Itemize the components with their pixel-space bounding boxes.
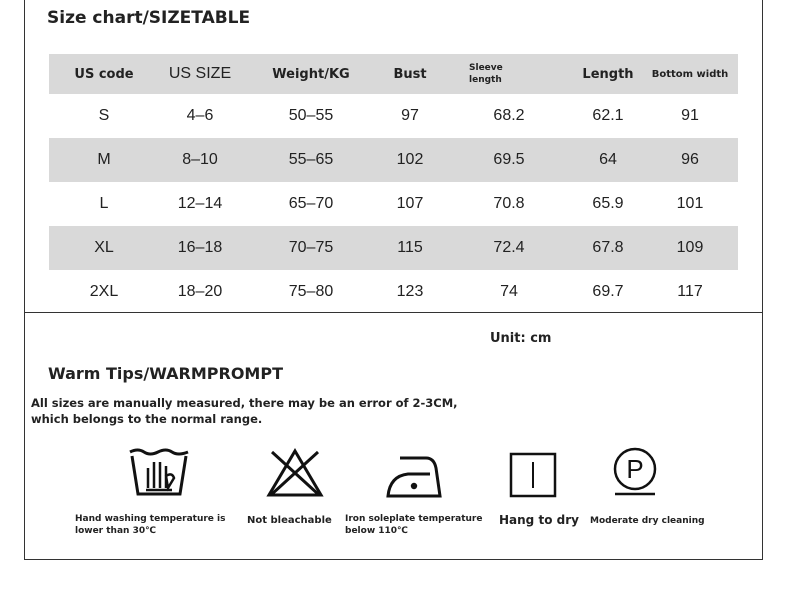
cell-bust: 102: [396, 151, 424, 168]
table-row: [49, 270, 738, 314]
cell-us-code: S: [98, 107, 110, 124]
cell-bust: 97: [401, 107, 419, 124]
page-title: Size chart/SIZETABLE: [47, 8, 251, 28]
cell-us-code: 2XL: [89, 283, 119, 300]
header-us-code: US code: [74, 66, 134, 82]
cell-us-size: 4–6: [186, 107, 214, 124]
cell-sleeve: 68.2: [493, 107, 525, 124]
iron-icon: [386, 454, 442, 500]
cell-sleeve: 69.5: [493, 151, 525, 168]
cell-us-code: XL: [94, 239, 114, 256]
cell-bust: 123: [396, 283, 424, 300]
cell-weight: 50–55: [288, 107, 334, 124]
hand-wash-line-1: Hand washing temperature is: [75, 514, 226, 524]
cell-sleeve: 70.8: [493, 195, 525, 212]
cell-length: 67.8: [592, 239, 624, 256]
tips-line-2: which belongs to the normal range.: [31, 412, 263, 426]
not-bleachable-icon: [266, 448, 324, 498]
tips-text: [31, 395, 551, 427]
iron-label: [345, 513, 482, 537]
not-bleachable-label: Not bleachable: [247, 515, 332, 526]
cell-weight: 55–65: [288, 151, 334, 168]
cell-bust: 115: [397, 239, 423, 256]
tips-line-1: All sizes are manually measured, there may be an error of 2-3CM,: [31, 396, 458, 410]
cell-us-size: 18–20: [177, 283, 223, 300]
header-length: Length: [582, 66, 634, 82]
cell-us-code: M: [97, 151, 111, 168]
cell-length: 65.9: [592, 195, 624, 212]
cell-weight: 65–70: [288, 195, 334, 212]
header-sleeve-line2: length: [469, 75, 502, 85]
header-bottom-width: Bottom width: [651, 68, 729, 80]
hand-wash-label: [75, 513, 225, 537]
hand-wash-icon: [128, 448, 190, 498]
header-us-size: US SIZE: [168, 65, 232, 82]
cell-sleeve: 74: [500, 283, 518, 300]
table-row: [49, 94, 738, 138]
cell-bottom-width: 117: [677, 283, 703, 300]
hang-dry-icon: [509, 452, 557, 498]
header-sleeve-length: [469, 54, 549, 94]
table-row: [49, 182, 738, 226]
cell-us-size: 16–18: [177, 239, 223, 256]
dry-clean-label: Moderate dry cleaning: [590, 516, 705, 526]
size-table: [49, 54, 738, 314]
dry-clean-letter: P: [626, 454, 644, 484]
cell-us-code: L: [99, 195, 109, 212]
table-header: [49, 54, 738, 94]
tips-title: Warm Tips/WARMPROMPT: [48, 364, 283, 383]
cell-sleeve: 72.4: [493, 239, 525, 256]
cell-length: 64: [599, 151, 617, 168]
hand-wash-line-2: lower than 30℃: [75, 526, 157, 536]
cell-length: 62.1: [592, 107, 624, 124]
hang-dry-label: Hang to dry: [499, 513, 579, 527]
cell-weight: 70–75: [288, 239, 334, 256]
iron-line-1: Iron soleplate temperature: [345, 514, 483, 524]
header-sleeve-line1: Sleeve: [469, 63, 503, 73]
header-bust: Bust: [393, 66, 427, 82]
cell-bust: 107: [396, 195, 424, 212]
cell-bottom-width: 91: [681, 107, 699, 124]
cell-us-size: 12–14: [177, 195, 223, 212]
cell-length: 69.7: [592, 283, 624, 300]
cell-us-size: 8–10: [182, 151, 218, 168]
cell-bottom-width: 96: [681, 151, 699, 168]
table-row: [49, 226, 738, 270]
table-row: [49, 138, 738, 182]
cell-weight: 75–80: [288, 283, 334, 300]
unit-label: Unit: cm: [490, 331, 552, 346]
cell-bottom-width: 109: [676, 239, 704, 256]
cell-bottom-width: 101: [676, 195, 704, 212]
iron-line-2: below 110℃: [345, 526, 408, 536]
header-weight: Weight/KG: [272, 66, 350, 82]
dry-clean-icon: [610, 447, 660, 497]
